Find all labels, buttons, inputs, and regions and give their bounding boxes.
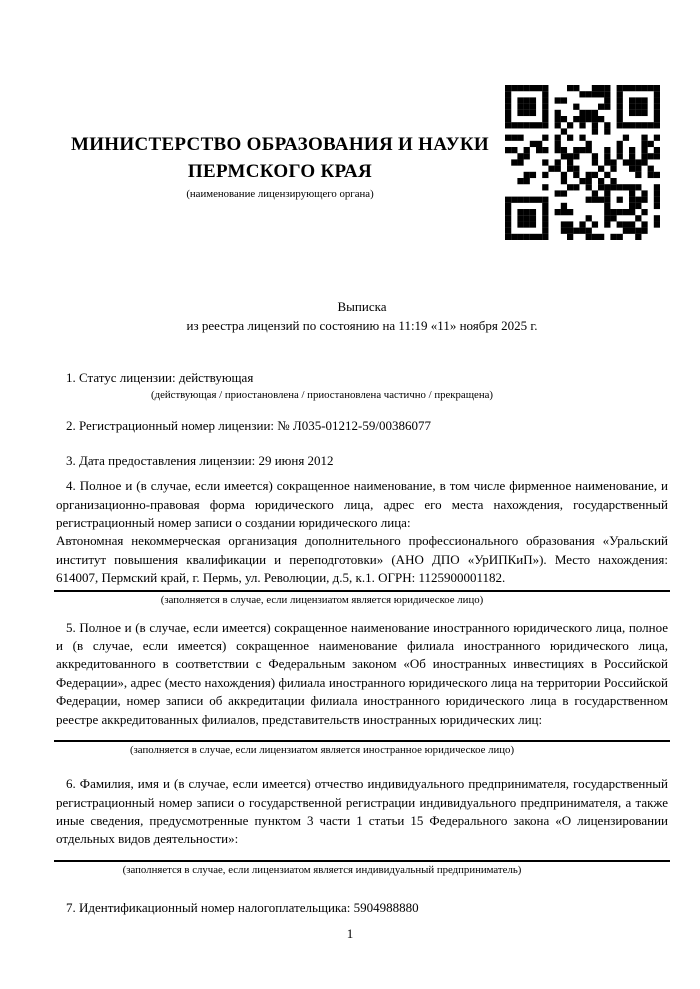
- item-3-grant-date: 3. Дата предоставления лицензии: 29 июня 2012: [66, 452, 334, 468]
- item-1-note: (действующая / приостановлена / приостановлена частично / прекращена): [151, 389, 493, 402]
- item-1-license-status: 1. Статус лицензии: действующая: [66, 370, 254, 385]
- item-5-note: (заполняется в случае, если лицензиатом является иностранное юридическое лицо): [129, 744, 515, 757]
- item-4-fill-line: [54, 590, 670, 592]
- item-7-taxpayer-id: 7. Идентификационный номер налогоплательщика: 5904988880: [66, 899, 419, 915]
- item-4-legal-entity-value: Автономная некоммерческая организация дополнительного профессионального образования «Уральский институт повышения квалификации и переподготовки» (АНО ДПО «УрИПКиП»). Место нахождения: 614007, Пермский край, г. Пермь, ул. Революции, д.5, к.1. ОГРН: 1125900001182.: [56, 533, 668, 586]
- item-6-note: (заполняется в случае, если лицензиатом является индивидуальный предприниматель): [122, 863, 522, 876]
- item-5-fill-line: [54, 740, 670, 742]
- ministry-name-line2: ПЕРМСКОГО КРАЯ: [187, 161, 373, 182]
- document-body: [56, 369, 668, 917]
- ministry-name-line1: МИНИСТЕРСТВО ОБРАЗОВАНИЯ И НАУКИ: [70, 134, 490, 155]
- qr-code: [505, 85, 660, 240]
- page-number: 1: [346, 926, 354, 941]
- document-title-line2: из реестра лицензий по состоянию на 11:19 «11» ноября 2025 г.: [186, 317, 538, 333]
- document-title-line1: Выписка: [337, 299, 387, 314]
- licensing-authority-caption: (наименование лицензирующего органа): [186, 188, 374, 200]
- item-6-fill-line: [54, 860, 670, 862]
- licensing-authority-header: [40, 131, 520, 200]
- item-5-foreign-entity-label: 5. Полное и (в случае, если имеется) сокращенное наименование иностранного юридического лица, полное и (в случае, если имеется) сокращенное наименование филиала иностранного юридического лица, аккредитованного в соответствии с Федеральным законом «Об иностранных инвестициях в Российской Федерации», адрес (место нахождения) филиала иностранного юридического лица на территории Российской Федерации, номер записи об аккредитации филиала иностранного юридического лица в государственном реестре аккредитованных филиалов, представительств иностранных юридических лиц:: [56, 619, 668, 727]
- item-4-legal-entity-label: 4. Полное и (в случае, если имеется) сокращенное наименование, в том числе фирменное наименование, и организационно-правовая форма юридического лица, адрес его места нахождения, государственный регистрационный номер записи о создании юридического лица:: [56, 478, 668, 531]
- item-6-entrepreneur-label: 6. Фамилия, имя и (в случае, если имеется) отчество индивидуального предпринимателя, государственный регистрационный номер записи о государственной регистрации индивидуального предпринимателя, а также иные сведения, предусмотренные пунктом 3 части 1 статьи 15 Федерального закона «О лицензировании отдельных видов деятельности»:: [56, 776, 668, 847]
- document-title: [56, 298, 668, 335]
- item-4-note: (заполняется в случае, если лицензиатом является юридическое лицо): [160, 593, 484, 606]
- item-2-registration-number: 2. Регистрационный номер лицензии: № Л035-01212-59/00386077: [66, 418, 432, 434]
